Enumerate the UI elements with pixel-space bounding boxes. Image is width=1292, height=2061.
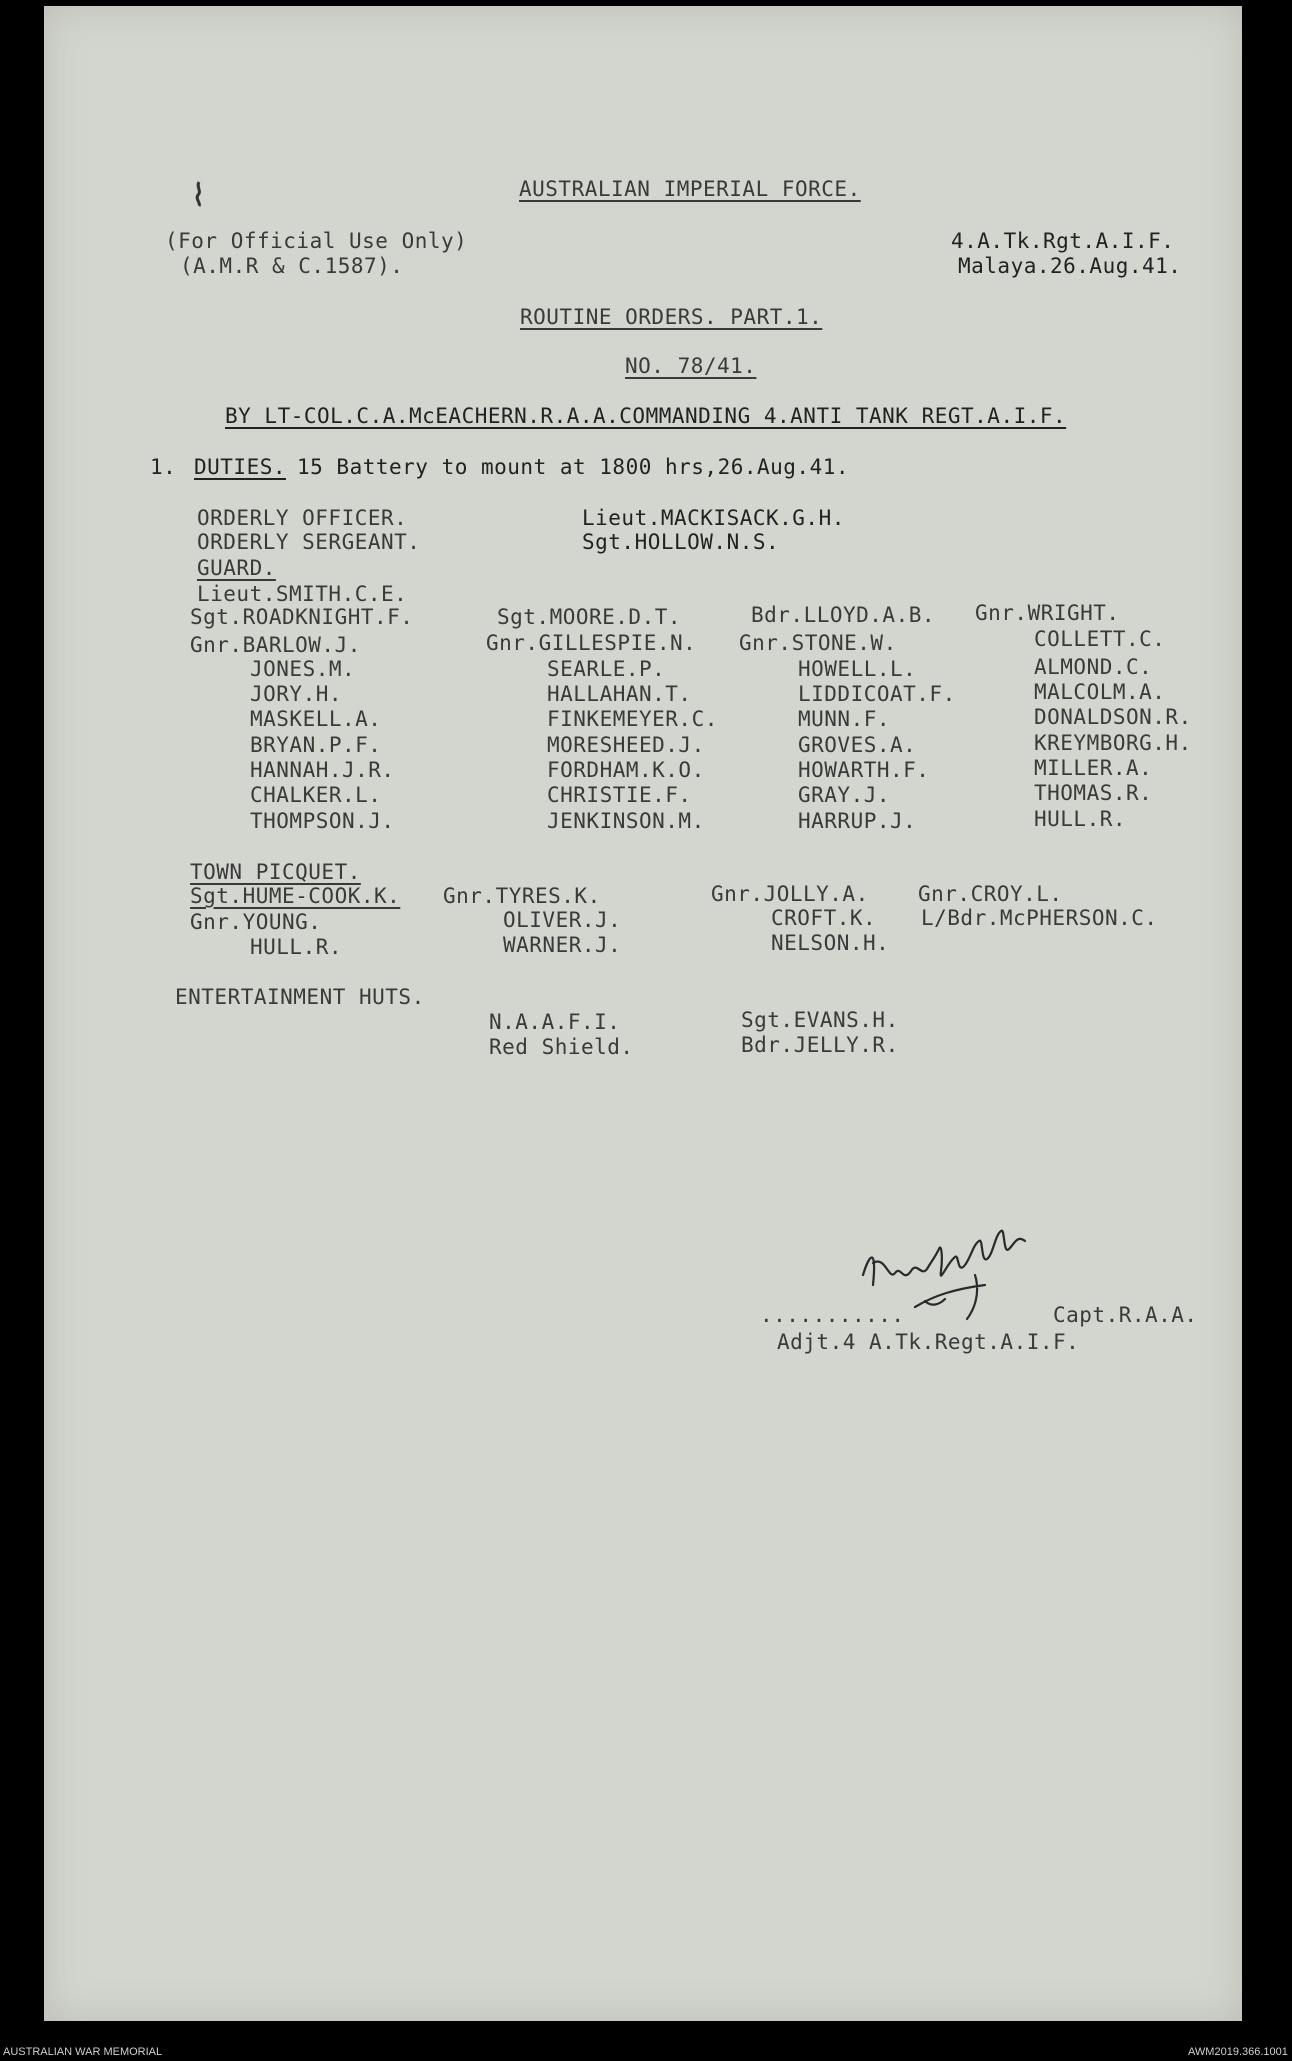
guard-name: HARRUP.J. — [798, 809, 917, 833]
entertainment-heading: ENTERTAINMENT HUTS. — [175, 985, 425, 1009]
guard-name: THOMPSON.J. — [250, 809, 395, 833]
order-number: NO. 78/41. — [625, 354, 757, 378]
orderly-role: ORDERLY SERGEANT. — [197, 530, 421, 554]
picquet-name: WARNER.J. — [503, 933, 622, 957]
orderly-name: Sgt.HOLLOW.N.S. — [582, 530, 780, 554]
picquet-name: NELSON.H. — [771, 931, 890, 955]
hut-duty-name: Sgt.EVANS.H. — [741, 1008, 899, 1032]
guard-name: SEARLE.P. — [547, 657, 666, 681]
town-picquet-heading: TOWN PICQUET. — [190, 860, 361, 884]
unit-designation: 4.A.Tk.Rgt.A.I.F. — [951, 229, 1175, 253]
picquet-name: Gnr.JOLLY.A. — [711, 882, 869, 906]
commanding-officer-line: BY LT-COL.C.A.McEACHERN.R.A.A.COMMANDING 4.ANTI TANK REGT.A.I.F. — [225, 404, 1067, 428]
guard-name: MASKELL.A. — [250, 707, 382, 731]
guard-name: LIDDICOAT.F. — [798, 682, 956, 706]
guard-name: COLLETT.C. — [1034, 627, 1166, 651]
picquet-name: CROFT.K. — [771, 906, 877, 930]
guard-name: HULL.R. — [1034, 807, 1127, 831]
guard-name: THOMAS.R. — [1034, 781, 1153, 805]
guard-name: MALCOLM.A. — [1034, 680, 1166, 704]
picquet-name: Gnr.TYRES.K. — [443, 884, 601, 908]
guard-name: Gnr.GILLESPIE.N. — [486, 631, 697, 655]
guard-name: HANNAH.J.R. — [250, 758, 395, 782]
guard-name: MILLER.A. — [1034, 756, 1153, 780]
orderly-name: Lieut.MACKISACK.G.H. — [582, 506, 845, 530]
picquet-name: Gnr.YOUNG. — [190, 910, 322, 934]
guard-name: ALMOND.C. — [1034, 655, 1153, 679]
guard-name: KREYMBORG.H. — [1034, 731, 1192, 755]
guard-name: HOWARTH.F. — [798, 758, 930, 782]
duties-text: 15 Battery to mount at 1800 hrs,26.Aug.41. — [297, 455, 850, 479]
hut-name: Red Shield. — [489, 1035, 634, 1059]
guard-name: Sgt.MOORE.D.T. — [497, 605, 682, 629]
footer-source: AUSTRALIAN WAR MEMORIAL — [3, 2046, 163, 2058]
guard-name: HALLAHAN.T. — [547, 682, 692, 706]
guard-name: MORESHEED.J. — [547, 733, 705, 757]
signatory-rank: Capt.R.A.A. — [1053, 1303, 1198, 1327]
guard-name: HOWELL.L. — [798, 657, 917, 681]
guard-name: Sgt.ROADKNIGHT.F. — [190, 605, 414, 629]
guard-name: Gnr.STONE.W. — [739, 631, 897, 655]
signature-dots: ........... — [760, 1303, 905, 1327]
guard-name: FORDHAM.K.O. — [547, 758, 705, 782]
picquet-name: Sgt.HUME-COOK.K. — [190, 884, 401, 908]
guard-name: JORY.H. — [250, 682, 343, 706]
guard-name: JENKINSON.M. — [547, 809, 705, 833]
picquet-name: HULL.R. — [250, 935, 343, 959]
signatory-appointment: Adjt.4 A.Tk.Regt.A.I.F. — [777, 1330, 1080, 1354]
guard-name: CHRISTIE.F. — [547, 783, 692, 807]
guard-name: Bdr.LLOYD.A.B. — [751, 603, 936, 627]
duties-heading: DUTIES. — [194, 455, 287, 479]
amr-reference: (A.M.R & C.1587). — [180, 254, 404, 278]
picquet-name: OLIVER.J. — [503, 908, 622, 932]
guard-heading: GUARD. — [197, 556, 276, 580]
guard-name: FINKEMEYER.C. — [547, 707, 718, 731]
guard-name: Gnr.WRIGHT. — [975, 601, 1120, 625]
official-use-note: (For Official Use Only) — [165, 229, 468, 253]
orderly-role: ORDERLY OFFICER. — [197, 506, 408, 530]
guard-name: GROVES.A. — [798, 733, 917, 757]
hut-duty-name: Bdr.JELLY.R. — [741, 1033, 899, 1057]
guard-name: DONALDSON.R. — [1034, 705, 1192, 729]
picquet-name: Gnr.CROY.L. — [918, 882, 1063, 906]
guard-name: MUNN.F. — [798, 707, 891, 731]
picquet-name: L/Bdr.McPHERSON.C. — [921, 906, 1158, 930]
guard-name: BRYAN.P.F. — [250, 733, 382, 757]
hut-name: N.A.A.F.I. — [489, 1010, 621, 1034]
guard-name: GRAY.J. — [798, 783, 891, 807]
place-date: Malaya.26.Aug.41. — [958, 254, 1182, 278]
guard-name: JONES.M. — [250, 657, 356, 681]
document-title: AUSTRALIAN IMPERIAL FORCE. — [519, 177, 861, 201]
section-number: 1. — [150, 455, 177, 479]
footer-catalogue-id: AWM2019.366.1001 — [1188, 2046, 1288, 2058]
orders-title: ROUTINE ORDERS. PART.1. — [520, 305, 823, 329]
guard-name: Gnr.BARLOW.J. — [190, 633, 361, 657]
guard-officer: Lieut.SMITH.C.E. — [197, 582, 408, 606]
punch-hole-mark — [194, 181, 204, 207]
guard-name: CHALKER.L. — [250, 783, 382, 807]
